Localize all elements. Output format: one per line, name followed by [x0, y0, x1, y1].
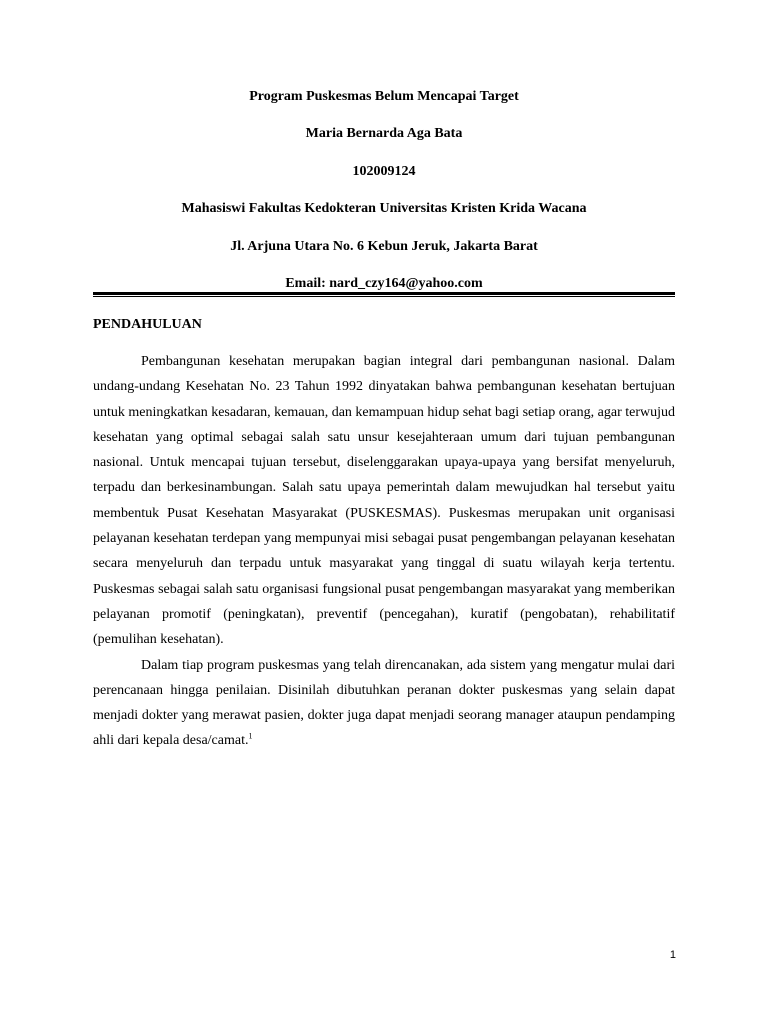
section-heading: PENDAHULUAN: [93, 317, 202, 332]
paragraph-text: Dalam tiap program puskesmas yang telah direncanakan, ada sistem yang mengatur mulai dari perencanaan hingga penilaian. Disinilah dibutuhkan peranan dokter puskesmas yang selain dapat menjadi dokter yang merawat pasien, dokter juga dapat menjadi seorang manager ataupun pendamping ahli dari kepala desa/camat.: [93, 657, 675, 749]
affiliation: Mahasiswi Fakultas Kedokteran Universitas Kristen Krida Wacana: [181, 201, 587, 216]
document-title: Program Puskesmas Belum Mencapai Target: [249, 89, 519, 104]
header-divider: [93, 292, 675, 295]
body-text: [93, 349, 675, 754]
page-number: 1: [669, 949, 676, 961]
paragraph: Pembangunan kesehatan merupakan bagian integral dari pembangunan nasional. Dalam undang-undang Kesehatan No. 23 Tahun 1992 dinyatakan bahwa pembangunan kesehatan bertujuan untuk meningkatkan kesadaran, kemauan, dan kemampuan hidup sehat bagi setiap orang, agar terwujud kesehatan yang optimal sebagai salah satu unsur kesejahteraan umum dari tujuan pembangunan nasional. Untuk mencapai tujuan tersebut, diselenggarakan upaya-upaya yang bersifat menyeluruh, terpadu dan berkesinambungan. Salah satu upaya pemerintah dalam mewujudkan hal tersebut yaitu membentuk Pusat Kesehatan Masyarakat (PUSKESMAS). Puskesmas merupakan unit organisasi pelayanan kesehatan terdepan yang mempunyai misi sebagai pusat pengembangan pelayanan kesehatan secara menyeluruh dan terpadu untuk masyarakat yang tinggal di suatu wilayah kerja tertentu. Puskesmas sebagai salah satu organisasi fungsional pusat pengembangan masyarakat yang memberikan pelayanan promotif (peningkatan), preventif (pencegahan), kuratif (pengobatan), rehabilitatif (pemulihan kesehatan).: [93, 354, 675, 648]
email: Email: nard_czy164@yahoo.com: [285, 276, 483, 291]
author-name: Maria Bernarda Aga Bata: [305, 126, 463, 141]
header-divider-thin: [93, 296, 675, 297]
footnote-marker: 1: [248, 731, 253, 741]
address: Jl. Arjuna Utara No. 6 Kebun Jeruk, Jakarta Barat: [230, 239, 538, 254]
student-id: 102009124: [352, 164, 416, 179]
paragraph: [93, 653, 675, 754]
